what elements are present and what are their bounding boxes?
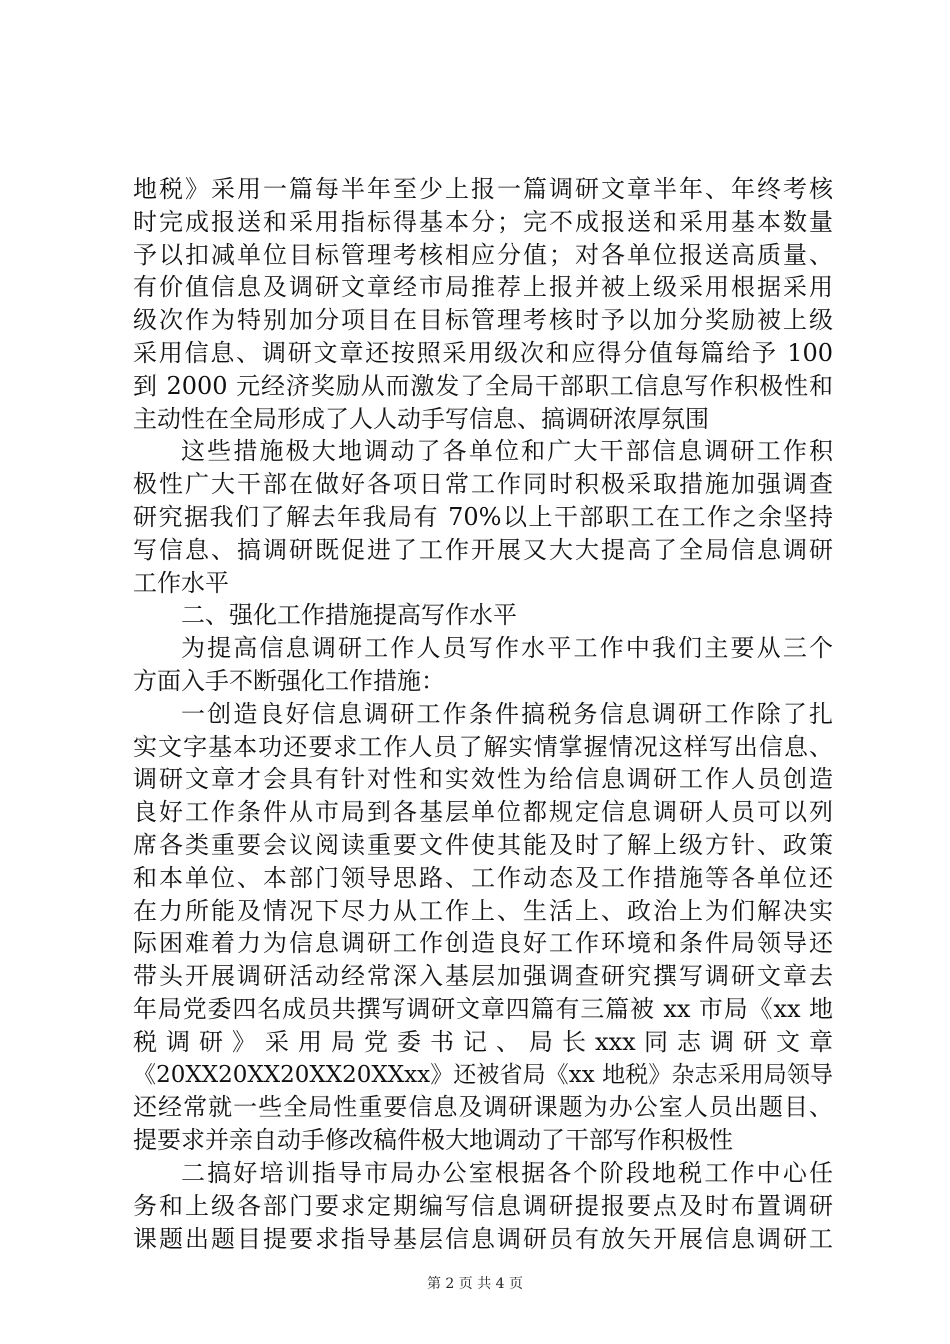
- text-line: 席各类重要会议阅读重要文件使其能及时了解上级方针、政策: [133, 830, 833, 859]
- text-line: 写信息、搞调研既促进了工作开展又大大提高了全局信息调研: [133, 535, 833, 564]
- text-line: 级次作为特别加分项目在目标管理考核时予以加分奖励被上级: [133, 306, 833, 335]
- document-body: [133, 173, 833, 1255]
- text-line: 工作水平: [133, 568, 229, 597]
- text-line: 年局党委四名成员共撰写调研文章四篇有三篇被 xx 市局《xx 地: [133, 994, 833, 1023]
- text-line: 主动性在全局形成了人人动手写信息、搞调研浓厚氛围: [133, 404, 709, 433]
- text-line: 课题出题目提要求指导基层信息调研员有放矢开展信息调研工: [133, 1224, 833, 1253]
- section-heading: 二、强化工作措施提高写作水平: [181, 601, 517, 630]
- text-line: 时完成报送和采用指标得基本分；完不成报送和采用基本数量: [133, 207, 833, 236]
- text-line: 二搞好培训指导市局办公室根据各个阶段地税工作中心任: [181, 1158, 833, 1187]
- text-line: 研究据我们了解去年我局有 70%以上干部职工在工作之余坚持: [133, 502, 833, 531]
- text-line: 采用信息、调研文章还按照采用级次和应得分值每篇给予 100: [133, 338, 833, 367]
- text-line: 予以扣减单位目标管理考核相应分值；对各单位报送高质量、: [133, 240, 833, 269]
- text-line: 在力所能及情况下尽力从工作上、生活上、政治上为们解决实: [133, 896, 833, 925]
- text-line: 和本单位、本部门领导思路、工作动态及工作措施等各单位还: [133, 863, 833, 892]
- text-line: 际困难着力为信息调研工作创造良好工作环境和条件局领导还: [133, 929, 833, 958]
- text-line: 提要求并亲自动手修改稿件极大地调动了干部写作积极性: [133, 1126, 733, 1155]
- page-number-footer: 第 2 页 共 4 页: [426, 1276, 524, 1292]
- text-line: 税 调 研 》 采 用 局 党 委 书 记 、 局 长 xxx 同 志 调 研 文 章: [133, 1027, 833, 1056]
- text-line: 还经常就一些全局性重要信息及调研课题为办公室人员出题目、: [133, 1093, 833, 1122]
- text-line: 方面入手不断强化工作措施：: [133, 666, 445, 695]
- text-line: 带头开展调研活动经常深入基层加强调查研究撰写调研文章去: [133, 962, 833, 991]
- text-line: 这些措施极大地调动了各单位和广大干部信息调研工作积: [181, 437, 833, 466]
- text-line: 《20XX20XX20XX20XXxx》还被省局《xx 地税》杂志采用局领导: [133, 1061, 833, 1088]
- text-line: 地税》采用一篇每半年至少上报一篇调研文章半年、年终考核: [133, 175, 833, 203]
- text-line: 极性广大干部在做好各项日常工作同时积极采取措施加强调查: [133, 470, 833, 499]
- text-line: 务和上级各部门要求定期编写信息调研提报要点及时布置调研: [133, 1191, 833, 1220]
- text-line: 有价值信息及调研文章经市局推荐上报并被上级采用根据采用: [133, 273, 833, 302]
- text-line: 为提高信息调研工作人员写作水平工作中我们主要从三个: [181, 634, 833, 663]
- text-line: 良好工作条件从市局到各基层单位都规定信息调研人员可以列: [133, 798, 833, 827]
- text-line: 调研文章才会具有针对性和实效性为给信息调研工作人员创造: [133, 765, 833, 794]
- text-line: 到 2000 元经济奖励从而激发了全局干部职工信息写作积极性和: [133, 371, 833, 400]
- text-line: 实文字基本功还要求工作人员了解实情掌握情况这样写出信息、: [133, 732, 833, 761]
- text-line: 一创造良好信息调研工作条件搞税务信息调研工作除了扎: [181, 699, 833, 728]
